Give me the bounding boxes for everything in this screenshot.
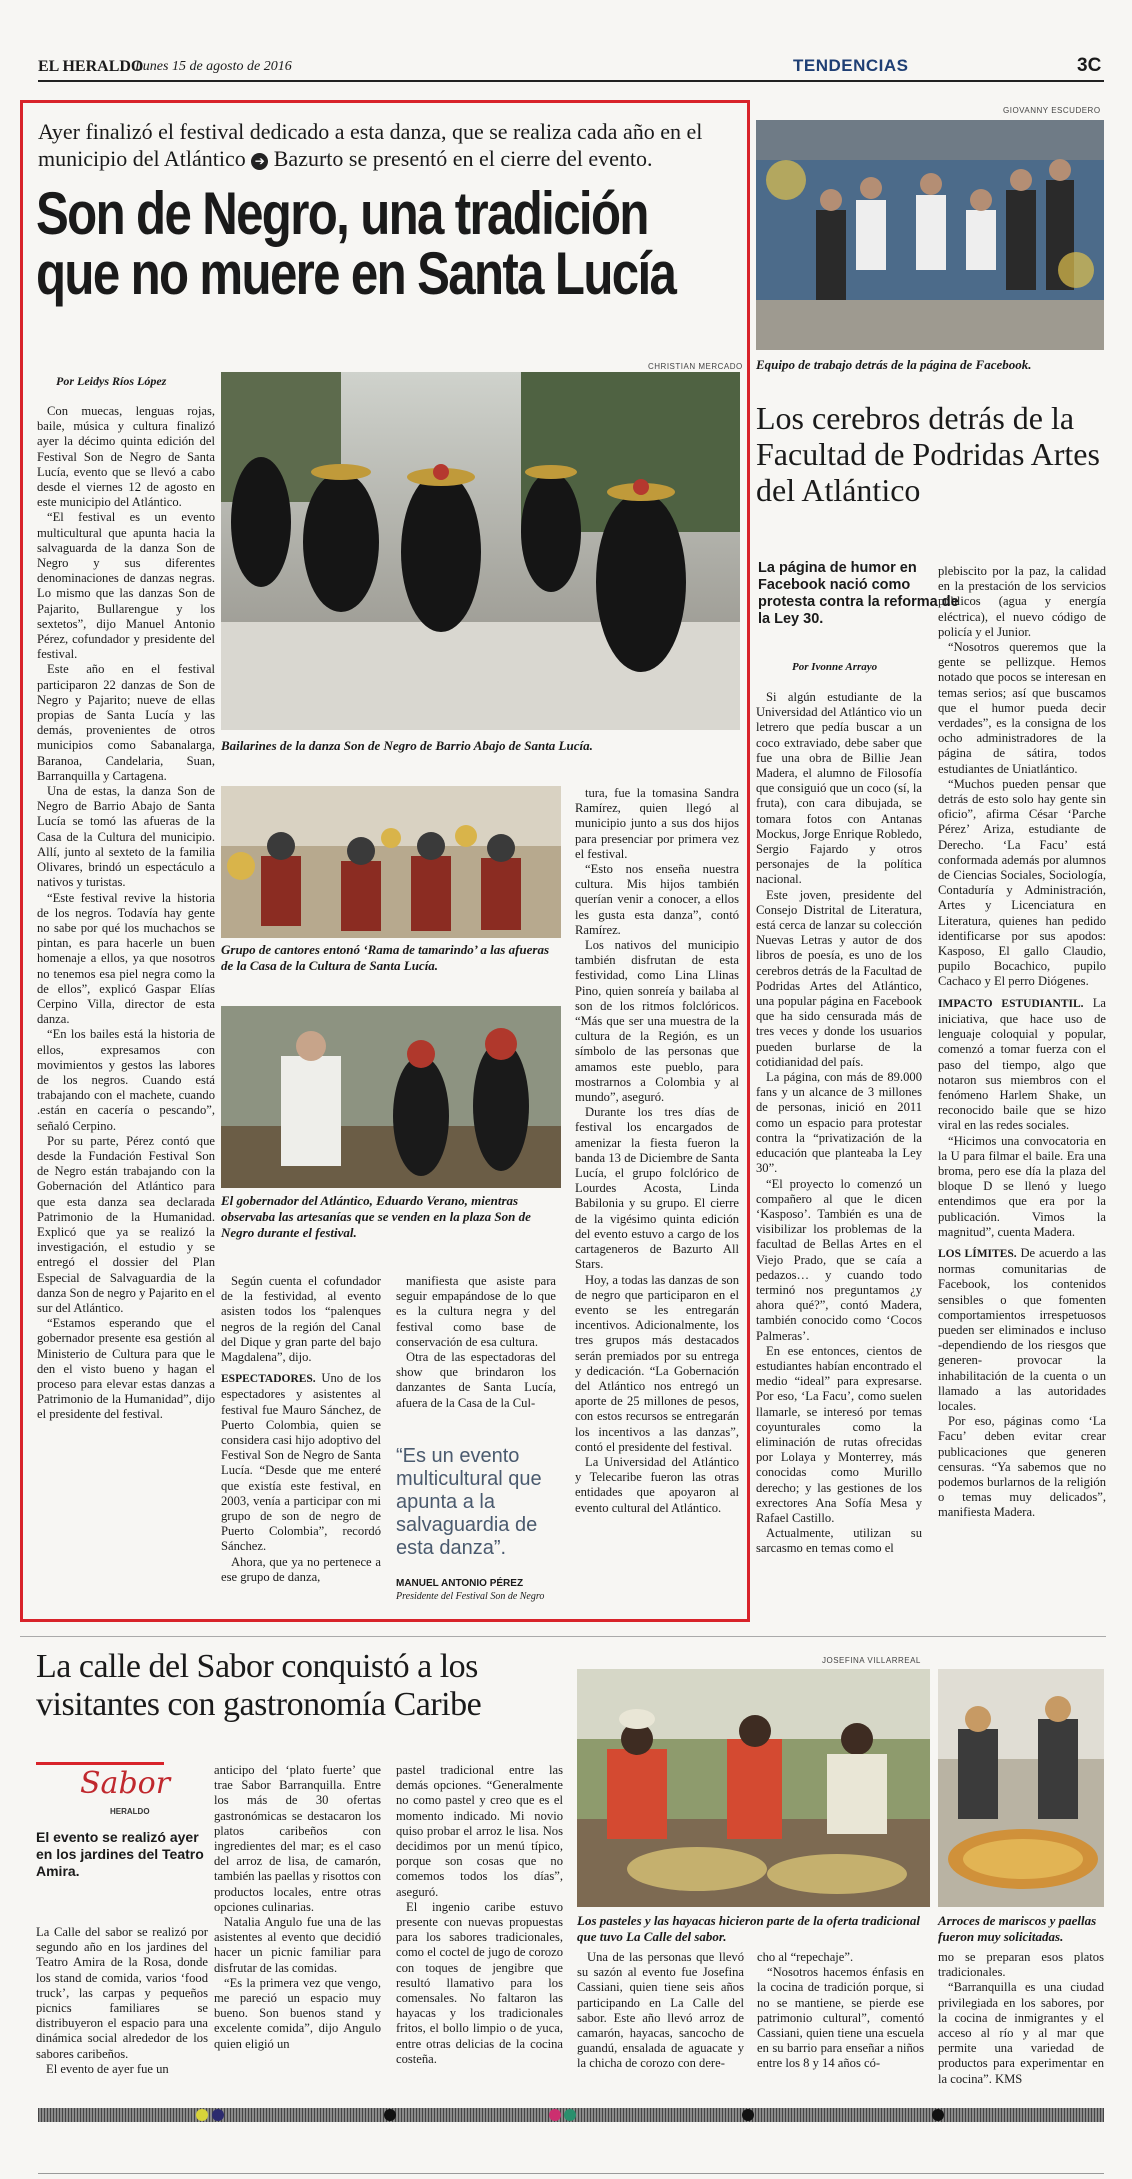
paragraph: Natalia Angulo fue una de las asistentes al evento que decidió hacer un picnic familiar para disfrutar de las comidas. <box>214 1915 381 1975</box>
singers-photo-art <box>221 786 561 938</box>
registration-dot <box>549 2109 561 2121</box>
bottom-col-3 <box>396 1763 563 2067</box>
headline-line-2: que no muere en Santa Lucía <box>36 240 676 307</box>
paragraph <box>938 996 1106 1134</box>
bottom-caption-2: Arroces de mariscos y paellas fueron muy solicitadas. <box>938 1913 1097 1944</box>
lead-in: IMPACTO ESTUDIANTIL. <box>938 997 1084 1010</box>
paragraph: “Nosotros queremos que la gente se pellizque. Hemos notado que pocos se interesan en temas serios; así que buscamos que el humor pueda decir verdades”, es la consigna de los ocho administradores de la página de sátira, todos estudiantes de Uniatlántico. <box>938 640 1106 776</box>
paragraph: “Muchos pueden pensar que detrás de esto solo hay gente sin oficio”, afirma César ‘Parche Pérez’ Ariza, estudiante de Derecho. ‘La Facu’ está conformada además por alumnos de Ciencias Sociales, Sociología, Contaduría y Administración, Artes y Licenciatura en Literatura, quienes han pedido identificarse por sus apodos: Kasposo, El gallo Claudio, pupilo Bocachico, pupilo Cachaco y El perro Diógenes. <box>938 776 1106 989</box>
kicker-text: Ayer finalizó el festival dedicado a esta danza, que se realiza cada año en el municipio del Atlántico <box>38 119 703 171</box>
headline-line-1: Son de Negro, una tradición <box>36 180 648 247</box>
page-number: 3C <box>1077 55 1102 76</box>
paragraph: “El proyecto lo comenzó un compañero al que le dicen ‘Kasposo’. También es una de visibilizar los problemas de la facultad de Bellas Artes en el Viejo Prado, que se caía a pedazos… y cuando todo terminó nos preguntamos ¿y ahora qué?”, contó Madera, también conocido como ‘Cocos Palmeras’. <box>756 1176 922 1343</box>
section-name: TENDENCIAS <box>793 56 909 75</box>
main-headline <box>36 180 746 307</box>
paragraph: “Nosotros hacemos énfasis en la cocina de tradición porque, si no se mantiene, se pierde ese patrimonio cultural”, comentó Cassiani, quien tiene una escuela en su barrio para enseñar a niños entre los 8 y 14 años có- <box>757 1965 924 2071</box>
bottom-col-5 <box>757 1950 924 2072</box>
registration-dot <box>384 2109 396 2121</box>
governor-photo-art <box>221 1006 561 1188</box>
paragraph: Según cuenta el cofundador de la festividad, al evento asisten todos los “palenques negros de la región del Canal del Dique y gran parte del bajo Magdalena”, dijo. <box>221 1274 381 1365</box>
governor-photo <box>221 1006 561 1188</box>
bottom-subhead: El evento se realizó ayer en los jardines del Teatro Amira. <box>36 1829 204 1879</box>
paragraph: cho al “repechaje”. <box>757 1950 854 1964</box>
paragraph-text: La iniciativa, que hace uso de lenguaje coloquial y popular, comenzó a tomar fuerza con el paso del tiempo, algo que notaron sus miembros con el fenómeno Harlem Shake, un reconocido baile que se hizo viral en las redes sociales. <box>938 995 1106 1133</box>
paragraph: La Universidad del Atlántico y Telecaribe fueron las otras entidades que apoyaron al evento cultural del Atlántico. <box>575 1454 739 1515</box>
side-photo-caption: Equipo de trabajo detrás de la página de Facebook. <box>756 357 1032 372</box>
side-byline: Por Ivonne Arrayo <box>792 661 878 673</box>
team-photo-art <box>756 120 1104 350</box>
pasteles-photo <box>577 1669 930 1907</box>
paragraph: mo se preparan esos platos tradicionales. <box>938 1950 1104 1980</box>
paragraph: Una de estas, la danza Son de Negro de Barrio Abajo de Santa Lucía se tomó las afueras de la Casa de la Cultura del municipio. Allí, junto al sexteto de la familia Olivares, brindó un espectáculo a nativos y turistas. <box>37 784 215 890</box>
masthead-rule <box>38 80 1104 82</box>
paragraph: Si algún estudiante de la Universidad del Atlántico vio un letrero que pedía buscar a un coco extraviado, debe saber que fue una obra de Billie Jean Madera, el alumno de Filosofía que consiguió que un coco (sí, la fruta), con cara dibujada, se tomara fotos con Antanas Mockus, Jorge Enrique Robledo, Sergio Fajardo y otros personajes de la política nacional. <box>756 690 922 887</box>
paragraph-text: De acuerdo a las normas comunitarias de Facebook, los contenidos sensibles o que fomenten comportamientos irrespetuosos pueden ser eliminados e incluso -dependiendo de los riesgos que generen- provocar la inhabilitación de la cuenta o un llamado a las autoridades locales. <box>938 1245 1106 1413</box>
paragraph: La página, con más de 89.000 fans y un alcance de 3 millones de personas, inició en 2011 como un espacio para protestar contra la “privatización de la educación que planteaba la Ley 30”. <box>756 1070 922 1176</box>
paragraph: Otra de las espectadoras del show que brindaron los danzantes de Santa Lucía, afuera de la Casa de la Cul- <box>396 1350 556 1410</box>
bottom-col-4 <box>577 1950 744 2072</box>
registration-dot <box>564 2109 576 2121</box>
paragraph: En ese entonces, cientos de estudiantes habían encontrado el medio “ideal” para expresarse. Por eso, ‘La Facu’, como suelen llamarle, se interesó por temas coyunturales como la eliminación de rutas ofrecidas por Lolaya y Monterrey, más conocidas como Murillo derecho; y las gestiones de los exrectores Ana Sofía Mesa y Rafael Castillo. <box>756 1343 922 1525</box>
paragraph: Durante los tres días de festival los encargados de amenizar la fiesta fueron la banda 13 de Diciembre de Santa Lucía, el grupo folclórico de Lourdes Acosta, Linda Babilonia y su grupo. El cierre de la vigésimo quinta edición del evento estuvo a cargo de los cartageneros de Bazurto All Stars. <box>575 1105 739 1272</box>
paragraph: manifiesta que asiste para seguir empapándose de lo que es la cultura negra y del festival como base de conservación de esa cultura. <box>396 1274 556 1349</box>
paragraph: Actualmente, utilizan su sarcasmo en temas como el <box>756 1526 922 1556</box>
paragraph: anticipo del ‘plato fuerte’ que trae Sabor Barranquilla. Entre los más de 30 ofertas gastronómicas se destacaron los platos caribeños con ingredientes del mar; es el caso del arroz de lisa, de camarón, también las paellas y risottos con productos locales, entre otras opciones culinarias. <box>214 1763 381 1914</box>
main-col-1 <box>37 404 215 1423</box>
bottom-col-2 <box>214 1763 381 2052</box>
singers-photo <box>221 786 561 938</box>
main-col-4 <box>575 786 739 1516</box>
team-photo <box>756 120 1104 350</box>
sabor-logo-brand: HERALDO <box>110 1807 150 1816</box>
dancers-photo <box>221 372 740 730</box>
dancers-photo-art <box>221 372 740 730</box>
paragraph: El evento de ayer fue un <box>46 2061 169 2076</box>
bottom-col-1 <box>36 1925 208 2077</box>
arroces-photo <box>938 1669 1104 1907</box>
photo-caption-3: El gobernador del Atlántico, Eduardo Verano, mientras observaba las artesanías que se venden en la plaza Son de Negro durante el festival. <box>221 1193 531 1240</box>
bottom-col-6 <box>938 1950 1104 2087</box>
photo-caption-1: Bailarines de la danza Son de Negro de Barrio Abajo de Santa Lucía. <box>221 738 593 753</box>
paragraph: Por su parte, Pérez contó que desde la Fundación Festival Son de Negro están trabajando con la Gobernación del Atlántico para que esta danza sea declarada Patrimonio de la Humanidad. Explicó que ya se realizó la investigación, el estudio y se entregó el dossier del Plan Especial de Salvaguardia de la danza Son de negro y Pajarito en el sur del Atlántico. <box>37 1133 216 1315</box>
paragraph: plebiscito por la paz, la calidad en la prestación de los servicios públicos (agua y energía eléctrica), el nuevo código de policía y el Junior. <box>938 564 1106 639</box>
paragraph: La Calle del sabor se realizó por segundo año en los jardines del Teatro Amira de la Rosa, donde los stand de comida, varios ‘food truck’, las carpas y pequeños picnics familiares se distribuyeron el espacio para una dinámica social alrededor de los sabores caribeños. <box>36 1925 208 2061</box>
registration-dot <box>212 2109 224 2121</box>
lead-in: LOS LÍMITES. <box>938 1247 1017 1260</box>
paragraph: Con muecas, lenguas rojas, baile, música y cultura finalizó ayer la décimo quinta edición del Festival Son de Negro de Santa Lucía, evento que se llevó a cabo desde el viernes 12 de agosto en este municipio del Atlántico. <box>37 404 215 510</box>
paragraph: Este año en el festival participaron 22 danzas de Son de Negro y Pajarito; nueve de ellas propias de Santa Lucía y las demás, provenientes de otros municipios como Sabanalarga, Baranoa, Candelaria, Suan, Barranquilla y Cartagena. <box>37 662 215 783</box>
side-subhead: La página de humor en Facebook nació como protesta contra la reforma de la Ley 30. <box>758 560 959 627</box>
side-headline: Los cerebros detrás de la Facultad de Podridas Artes del Atlántico <box>756 400 1100 508</box>
pull-quote: “Es un evento multicultural que apunta a la salvaguardia de esta danza”. <box>396 1445 542 1559</box>
paragraph: “Es la primera vez que vengo, me pareció un espacio muy bueno. Son buenos stand y excelente comida”, dijo Angulo quien eligió un <box>214 1975 381 2051</box>
story-kicker <box>38 118 738 172</box>
paragraph <box>938 1246 1106 1414</box>
paragraph: Este joven, presidente del Consejo Distrital de Literatura, está cerca de lanzar su colección Nuevas Letras y autor de dos libros de poesía, es uno de los cerebros detrás de la Facultad de Podridas Artes del Atlántico, una popular página en Facebook que ha sido censurada más de tres veces y donde los usuarios pueden burlarse de la cotidianidad del país. <box>756 887 922 1069</box>
registration-dot <box>196 2109 208 2121</box>
arrow-right-icon: ➔ <box>251 153 268 170</box>
paragraph: tura, fue la tomasina Sandra Ramírez, quien llegó al municipio junto a sus dos hijos para presenciar por primera vez el festival. <box>575 786 739 861</box>
registration-dot <box>932 2109 944 2121</box>
paragraph-text: Uno de los espectadores y asistentes al festival fue Mauro Sánchez, de Puerto Colombia, quien se considera casi hijo adoptivo del Festival Son de Negro de Santa Lucía. “Desde que me enteré que existía este festival, en 2003, venía a participar con mi grupo de son de negro de Puerto Colombia”, recordó Sánchez. <box>221 1371 381 1554</box>
main-col-3 <box>396 1274 556 1411</box>
photo-caption-2: Grupo de cantores entonó ‘Rama de tamarindo’ a las afueras de la Casa de la Cultura de Santa Lucía. <box>221 942 550 973</box>
footer-rule <box>38 2173 1104 2174</box>
lead-in: ESPECTADORES. <box>221 1373 316 1386</box>
side-photo-credit: GIOVANNY ESCUDERO <box>1003 106 1101 115</box>
paragraph: “El festival es un evento multicultural que apunta hacia la salvaguarda de la danza Son de Negro y sus diferentes denominaciones de danzas negras. Lo mismo que las danzas Son de Pajarito, Bullarengue y los sextetos”, dijo Manuel Antonio Pérez, cofundador y presidente del festival. <box>37 510 215 662</box>
paragraph: pastel tradicional entre las demás opciones. “Generalmente no como pastel y creo que es el momento indicado. Mi novio quiso probar el arroz le lisa. Nos decidimos por un menú típico, porque son cosas que no comemos todos los días”, aseguró. <box>396 1763 563 1899</box>
pasteles-photo-art <box>577 1669 930 1907</box>
paragraph: Ahora, que ya no pertenece a ese grupo de danza, <box>221 1554 381 1584</box>
bottom-caption-1: Los pasteles y las hayacas hicieron parte de la oferta tradicional que tuvo La Calle del sabor. <box>577 1913 921 1944</box>
main-col-2 <box>221 1274 381 1585</box>
paragraph: “Estamos esperando que el gobernador presente esa gestión al Ministerio de Cultura para que le den el visto bueno y hagan el proceso para elevar estas danzas a Patrimonio de la Humanidad”, dijo el presidente del festival. <box>37 1316 215 1422</box>
arroces-photo-art <box>938 1669 1104 1907</box>
byline: Por Leidys Ríos López <box>56 374 167 388</box>
paragraph: “Este festival revive la historia de los negros. Todavía hay gente no sabe por qué los muchachos se pintan, es para hacerle un buen homenaje a ellos, ya que nosotros no tenemos esa piel negra como la de ellos”, explicó Gaspar Elías Cerpino Villa, director de esta danza. <box>37 890 215 1027</box>
paragraph: “Barranquilla es una ciudad privilegiada en los sabores, por la cocina de inmigrantes y el acceso al río y al mar que permite una variedad de productos para experimentar en la cocina”. KMS <box>938 1980 1104 2086</box>
sabor-logo-word: Sabor <box>80 1766 171 1801</box>
bottom-rule <box>20 1636 1106 1637</box>
paragraph: Hoy, a todas las danzas de son de negro que participaron en el evento se les entregarán incentivos. Adicionalmente, los tres grupos más destacados serán premiados por su entrega y dedicación. “La Gobernación del Atlántico nos entregó un aporte de 25 millones de pesos, con estos recursos se entregarán los incentivos a las danzas”, contó el presidente del festival. <box>575 1272 739 1454</box>
bottom-photo-credit: JOSEFINA VILLARREAL <box>822 1656 921 1665</box>
quote-author-role: Presidente del Festival Son de Negro <box>396 1591 545 1602</box>
paragraph: El ingenio caribe estuvo presente con nuevas propuestas para los sabores tradicionales, como el coctel de jugo de corozo con toques de jengibre que resultó llamativo para los comensales. No faltaron las hayacas y los tradicionales fritos, el bollo limpio o de yuca, entre otras delicias de la cocina costeña. <box>396 1899 563 2066</box>
side-col-1 <box>756 690 922 1557</box>
bottom-headline: La calle del Sabor conquistó a los visitantes con gastronomía Caribe <box>36 1648 482 1723</box>
masthead-brand: EL HERALDO <box>38 58 144 75</box>
registration-dot <box>742 2109 754 2121</box>
side-col-2 <box>938 564 1106 1521</box>
kicker-tail: Bazurto se presentó en el cierre del evento. <box>273 146 653 171</box>
paragraph <box>221 1371 381 1554</box>
quote-author: MANUEL ANTONIO PÉREZ <box>396 1578 524 1589</box>
issue-date: Lunes 15 de agosto de 2016 <box>135 59 292 74</box>
paragraph: “En los bailes está la historia de ellos, expresamos con movimientos y gestos las labores de los negros. Cuando está trabajando con el machete, cuando .están en cacería o pescando”, señaló Cerpino. <box>37 1027 215 1133</box>
paragraph: Una de las personas que llevó su sazón al evento fue Josefina Cassiani, quien tiene seis años participando en La Calle del sabor. Este año llevó arroz de camarón, hayacas, sancocho de guandú, ensalada de aguacate y la chicha de corozo con dere- <box>577 1950 744 2071</box>
paragraph: Por eso, páginas como ‘La Facu’ deben evitar crear publicaciones que generen censuras. “Ya sabemos que no podemos burlarnos de la religión o temas muy delicados”, manifiesta Madera. <box>938 1414 1106 1520</box>
paragraph: Los nativos del municipio también disfrutan de esta festividad, como Lina Llinas Pino, quien sonreía y bailaba al son de los ritmos folclóricos. “Más que ser una muestra de la cultura de la Región, es un símbolo de las personas que amamos este pueblo, para mostrarnos a Colombia y al mundo”, aseguró. <box>575 938 739 1105</box>
photo-credit: CHRISTIAN MERCADO <box>648 362 743 371</box>
paragraph: “Hicimos una convocatoria en la U para filmar el baile. Era una broma, pero ese día la plaza del bloque D se llenó y luego entendimos que era por la publicación. Vimos la magnitud”, cuenta Madera. <box>938 1133 1106 1239</box>
paragraph: “Esto nos enseña nuestra cultura. Mis hijos también querían venir a conocer, a ellos les gusta esta danza”, contó Ramírez. <box>575 862 739 937</box>
